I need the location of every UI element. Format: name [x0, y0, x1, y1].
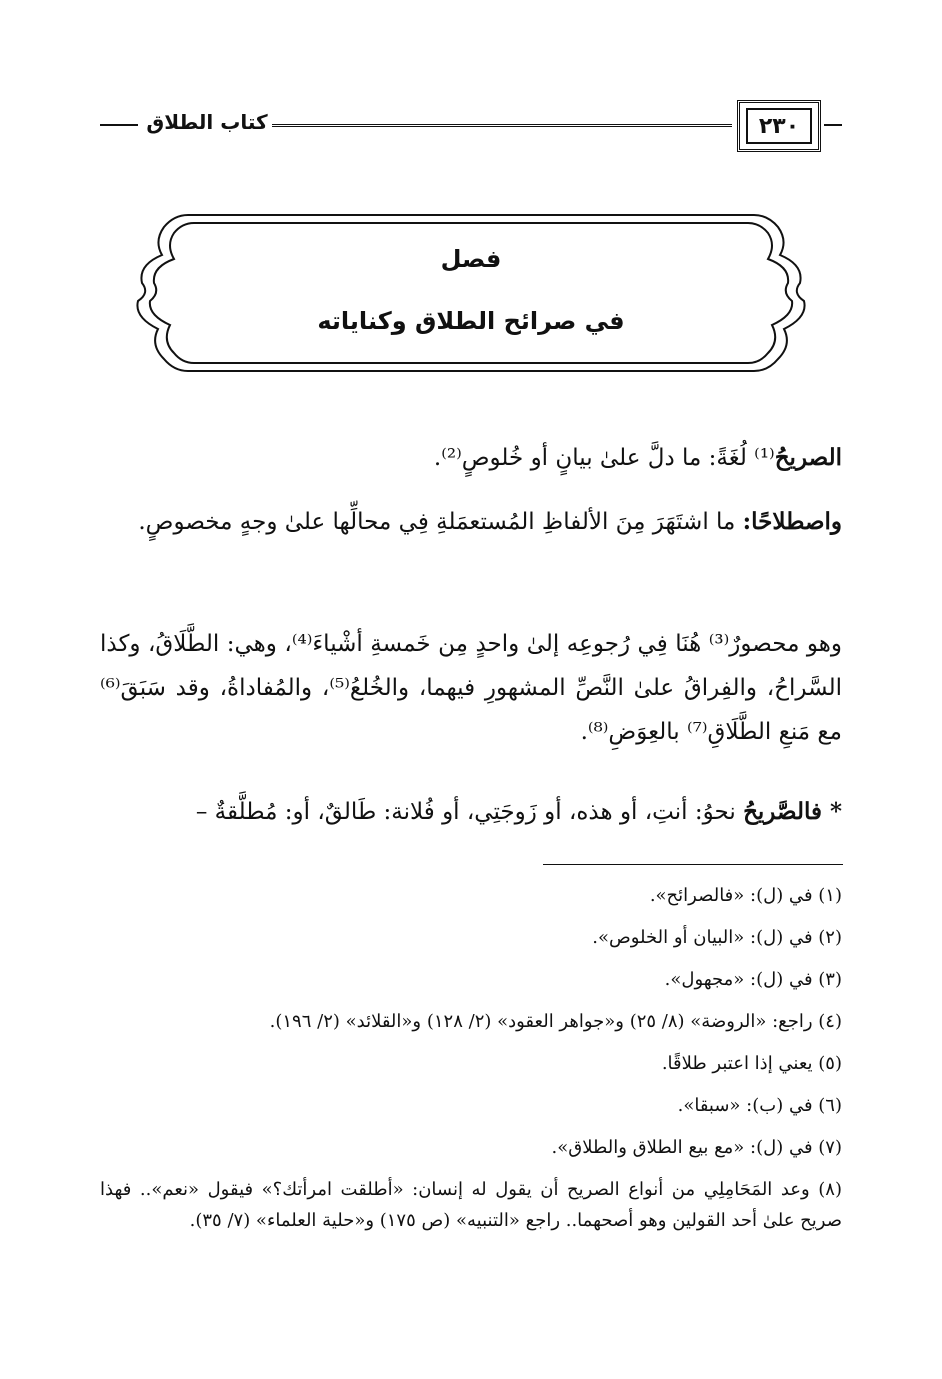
footnote-separator [543, 864, 843, 865]
page-number: ٢٣٠ [746, 108, 812, 144]
chapter-subheading: في صرائح الطلاق وكناياته [317, 307, 625, 335]
footnote-5: (٥) يعني إذا اعتبر طلاقًا. [661, 1053, 842, 1074]
footnote-2: (٢) في (ل): «البيان أو الخلوص». [592, 927, 842, 948]
footnote-1: (١) في (ل): «فالصرائح». [649, 885, 842, 906]
ornamental-frame-icon [128, 205, 814, 380]
chapter-title-frame [128, 205, 814, 380]
paragraph-1-text: ⁽¹⁾ لُغَةً: ما دلَّ علىٰ بيانٍ أو خُلوصٍ⁽²⁾. [433, 445, 775, 471]
paragraph-4-text: نحوُ: أنتِ، أو هذه، أو زَوجَتِي، أو فُلانة: طَالقٌ، أو: مُطلَّقةٌ – [195, 799, 744, 825]
term-istilahan: واصطلاحًا: [742, 508, 842, 535]
paragraph-4 [100, 790, 842, 834]
header-rule-left [100, 124, 138, 126]
paragraph-3-text: وهو محصورٌ⁽³⁾ هُنَا فِي رُجوعِه إلىٰ واحدٍ مِن خَمسةِ أشْياءَ⁽⁴⁾، وهي: الطَّلَاقُ، وكذا السَّراحُ، والفِراقُ علىٰ النَّصِّ المشهورِ فيهما، والخُلعُ⁽⁵⁾، والمُفاداةُ، وقد سَبَقَ⁽⁶⁾ مع مَنعِ الطَّلَاقِ⁽⁷⁾ بالعِوَضِ⁽⁸⁾. [100, 631, 843, 745]
header-rule-middle [272, 124, 732, 130]
footnote-4: (٤) راجع: «الروضة» (٨/ ٢٥) و«جواهر العقود» (٢/ ١٢٨) و«القلائد» (٢/ ١٩٦). [269, 1011, 842, 1032]
chapter-heading: فصل [440, 245, 502, 273]
footnote-7: (٧) في (ل): «مع بيع الطلاق والطلاق». [551, 1137, 842, 1158]
footnote-8: (٨) وعد المَحَامِلِي من أنواع الصريح أن يقول له إنسان: «أطلقت امرأتك؟» فيقول «نعم».. فهذا صريح علىٰ أحد القولين وهو أصحهما.. راجع «التنبيه» (ص ١٧٥) و«حلية العلماء» (٧/ ٣٥). [100, 1179, 842, 1231]
header-rule-right [824, 124, 842, 126]
footnote-6: (٦) في (ب): «سبقا». [677, 1095, 842, 1116]
paragraph-2-text: ما اشتَهَرَ مِنَ الألفاظِ المُستعمَلةِ فِي محالِّها علىٰ وجهٍ مخصوصٍ. [138, 509, 743, 535]
term-sarih: الصريحُ [774, 444, 842, 471]
page-header [100, 100, 842, 156]
paragraph-2 [100, 500, 842, 544]
paragraph-1 [100, 436, 842, 480]
paragraph-3 [100, 622, 842, 754]
book-title: كتاب الطلاق [146, 110, 268, 134]
footnote-3: (٣) في (ل): «مجهول». [664, 969, 842, 990]
term-fassarih: * فالصَّريحُ [743, 798, 842, 825]
page-number-box [737, 100, 821, 152]
